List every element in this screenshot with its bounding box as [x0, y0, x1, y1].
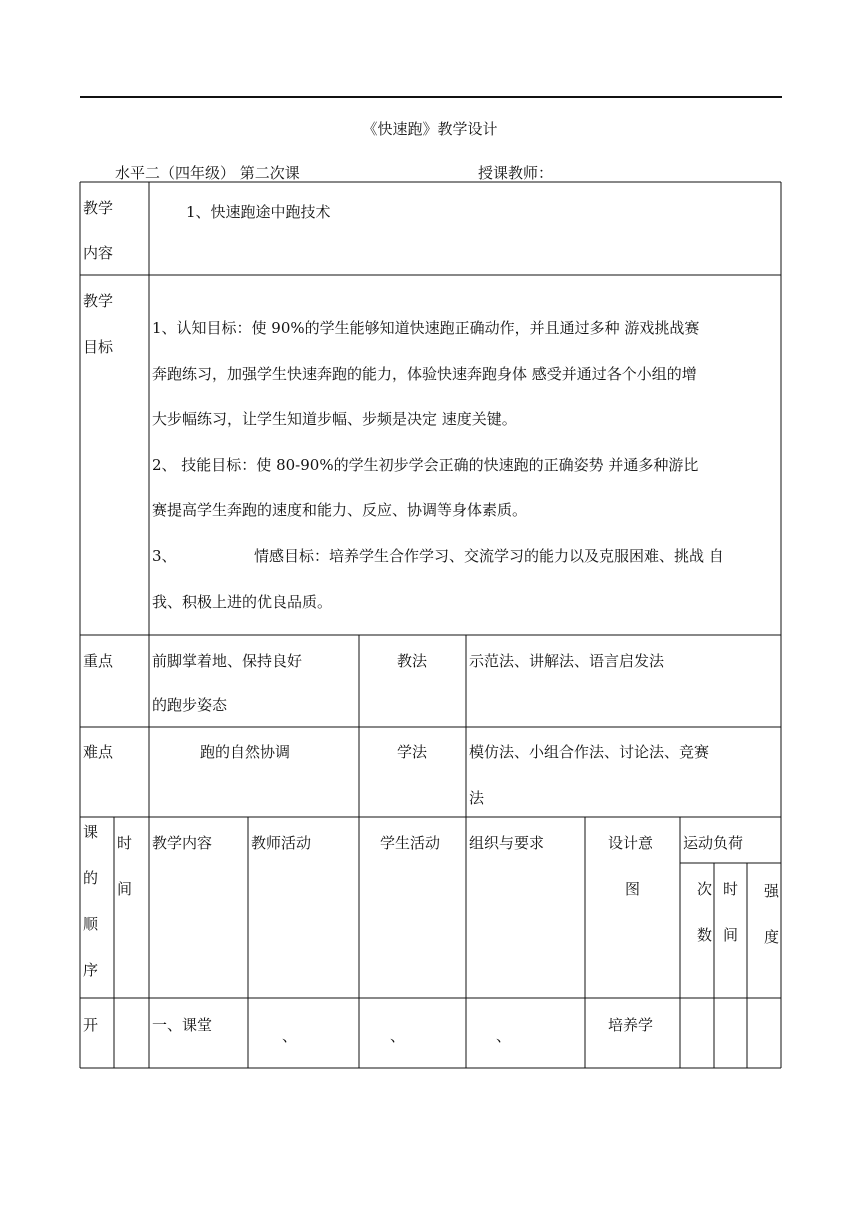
row-student-activity: 、 [390, 1027, 406, 1045]
load-time-header-2: 间 [723, 926, 739, 944]
goal-line-3: 大步幅练习，让学生知道步幅、步频是决定 速度关键。 [152, 410, 517, 428]
study-method-label: 学法 [397, 743, 428, 761]
row-teacher-activity: 、 [282, 1027, 298, 1045]
teacher-label: 授课教师： [478, 164, 554, 182]
goal-line-4: 2、 技能目标：使 80-90%的学生初步学会正确的快速跑的正确姿势 并通多种游比 [152, 456, 699, 474]
goals-label-1: 教学 [83, 292, 114, 310]
order-header-4: 序 [83, 961, 99, 979]
difficulty-value: 跑的自然协调 [200, 743, 291, 761]
key-value-line-2: 的跑步姿态 [152, 696, 228, 714]
row-design: 培养学 [608, 1016, 654, 1034]
load-header: 运动负荷 [683, 834, 744, 852]
document-title: 《快速跑》教学设计 [362, 120, 498, 138]
key-value-line-1: 前脚掌着地、保持良好 [152, 652, 303, 670]
order-header-1: 课 [83, 823, 99, 841]
study-method-line-2: 法 [469, 789, 485, 807]
teacher-activity-header: 教师活动 [251, 834, 312, 852]
time-header-1: 时 [117, 834, 133, 852]
goal-line-1: 1、认知目标：使 90%的学生能够知道快速跑正确动作，并且通过多种 游戏挑战赛 [152, 319, 700, 337]
goal-line-6-number: 3、 [152, 547, 177, 565]
study-method-line-1: 模仿法、小组合作法、讨论法、竞赛 [469, 743, 710, 761]
goals-label-2: 目标 [83, 338, 114, 356]
goal-line-6: 情感目标：培养学生合作学习、交流学习的能力以及克服困难、挑战 自 [254, 547, 724, 565]
order-header-2: 的 [83, 869, 99, 887]
teaching-method-value: 示范法、讲解法、语言启发法 [469, 652, 665, 670]
top-rule [80, 96, 782, 98]
design-header-2: 图 [625, 880, 641, 898]
content-header: 教学内容 [152, 834, 213, 852]
student-activity-header: 学生活动 [380, 834, 441, 852]
order-header-3: 顺 [83, 915, 99, 933]
goal-line-5: 赛提高学生奔跑的速度和能力、反应、协调等身体素质。 [152, 501, 528, 519]
intensity-header-1: 强 [764, 882, 780, 900]
count-header-1: 次 [697, 880, 713, 898]
content-label-1: 教学 [83, 199, 114, 217]
phase-start: 开 [83, 1016, 99, 1034]
row-organization: 、 [496, 1027, 512, 1045]
lesson-level: 水平二（四年级） 第二次课 [115, 164, 300, 182]
intensity-header-2: 度 [764, 928, 780, 946]
load-time-header-1: 时 [723, 880, 739, 898]
design-header-1: 设计意 [608, 834, 654, 852]
time-header-2: 间 [117, 880, 133, 898]
row-content: 一、课堂 [152, 1016, 213, 1034]
difficulty-label: 难点 [83, 743, 114, 761]
teaching-method-label: 教法 [397, 652, 428, 670]
content-label-2: 内容 [83, 244, 114, 262]
content-text: 1、快速跑途中跑技术 [186, 203, 331, 221]
goal-line-7: 我、积极上进的优良品质。 [152, 593, 333, 611]
goal-line-2: 奔跑练习，加强学生快速奔跑的能力，体验快速奔跑身体 感受并通过各个小组的增 [152, 365, 697, 383]
key-label: 重点 [83, 652, 114, 670]
count-header-2: 数 [697, 926, 713, 944]
organization-header: 组织与要求 [469, 834, 545, 852]
